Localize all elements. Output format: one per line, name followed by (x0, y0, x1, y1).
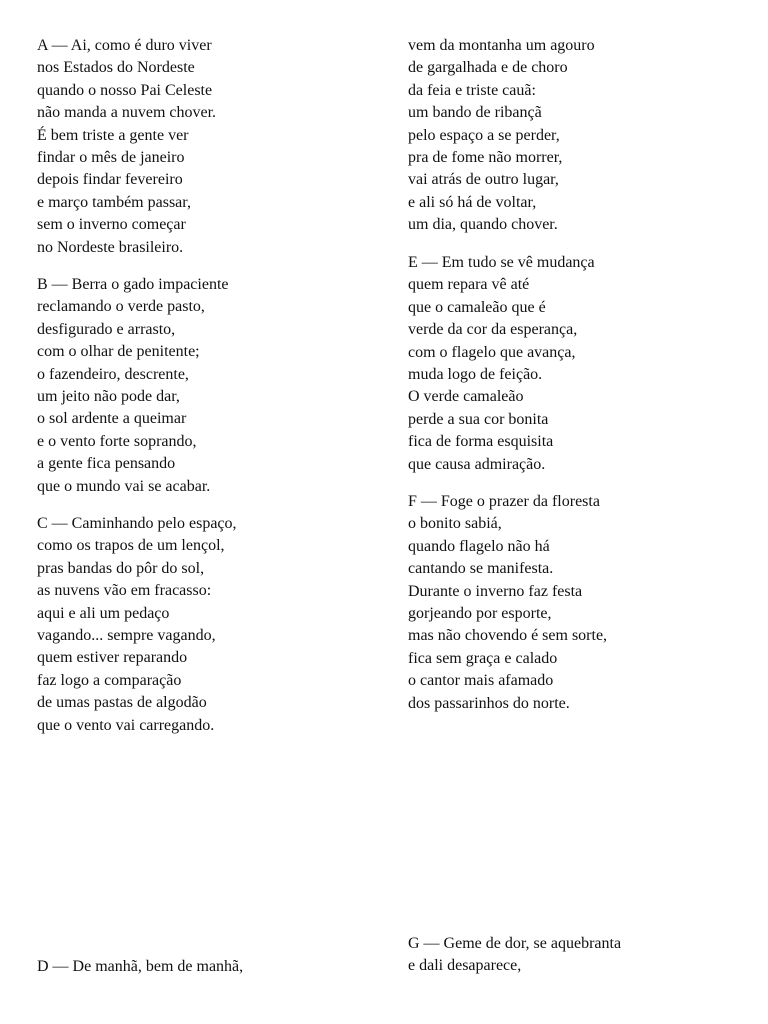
verse-line: vai atrás de outro lugar, (408, 171, 559, 189)
verse-line: perde a sua cor bonita (408, 410, 549, 428)
verse-line: sem o inverno começar (37, 216, 186, 234)
verse-line: F — Foge o prazer da floresta (408, 493, 600, 510)
verse-line: muda logo de feição. (408, 365, 543, 383)
verse-line: faz logo a comparação (37, 671, 182, 689)
verse-line: e ali só há de voltar, (408, 193, 537, 211)
verse-line: Durante o inverno faz festa (408, 582, 583, 600)
verse-line: não manda a nuvem chover. (37, 104, 217, 122)
verse-line: como os trapos de um lençol, (37, 537, 225, 555)
verse-line: a gente fica pensando (37, 455, 176, 473)
verse-line: É bem triste a gente ver (37, 126, 189, 144)
verse-line: que o mundo vai se acabar. (37, 477, 211, 495)
verse-line: A — Ai, como é duro viver (37, 37, 212, 54)
left-column (37, 0, 377, 1024)
verse-line: reclamando o verde pasto, (37, 298, 205, 316)
verse-line: o bonito sabiá, (408, 515, 502, 533)
verse-line: G — Geme de dor, se aquebranta (408, 935, 622, 952)
verse-line: e março também passar, (37, 193, 191, 211)
verse-line: e o vento forte soprando, (37, 432, 197, 450)
verse-line: de gargalhada e de choro (408, 59, 568, 77)
verse-line: mas não chovendo é sem sorte, (408, 627, 608, 645)
verse-line: e dali desaparece, (408, 957, 522, 975)
verse-line: o sol ardente a queimar (37, 410, 187, 428)
stanza-d (37, 956, 243, 978)
verse-line: que causa admiração. (408, 455, 546, 473)
verse-line: com o flagelo que avança, (408, 343, 576, 361)
stanza-d-continuation (408, 35, 595, 237)
verse-line: quem estiver reparando (37, 649, 188, 667)
verse-line: um dia, quando chover. (408, 216, 558, 234)
verse-line: um bando de ribançã (408, 104, 542, 122)
verse-line: C — Caminhando pelo espaço, (37, 515, 237, 532)
verse-line: da feia e triste cauã: (408, 81, 536, 99)
verse-line: vagando... sempre vagando, (37, 626, 216, 644)
verse-line: que o vento vai carregando. (37, 716, 215, 734)
verse-line: nos Estados do Nordeste (37, 59, 195, 77)
verse-line: gorjeando por esporte, (408, 604, 552, 622)
verse-line: B — Berra o gado impaciente (37, 276, 229, 293)
verse-line: pras bandas do pôr do sol, (37, 559, 205, 577)
verse-line: as nuvens vão em fracasso: (37, 582, 212, 600)
verse-line: fica de forma esquisita (408, 433, 554, 451)
stanza-f (408, 491, 607, 715)
verse-line: quando flagelo não há (408, 537, 550, 555)
verse-line: aqui e ali um pedaço (37, 604, 170, 622)
verse-line: um jeito não pode dar, (37, 387, 180, 405)
verse-line: quem repara vê até (408, 276, 530, 294)
stanza-e (408, 252, 595, 476)
verse-line: cantando se manifesta. (408, 560, 554, 578)
stanza-c (37, 513, 237, 737)
verse-line: findar o mês de janeiro (37, 148, 185, 166)
right-column (408, 0, 748, 1024)
stanza-b (37, 274, 229, 498)
verse-line: o fazendeiro, descrente, (37, 365, 189, 383)
verse-line: E — Em tudo se vê mudança (408, 254, 595, 271)
verse-line: no Nordeste brasileiro. (37, 238, 184, 256)
verse-line: de umas pastas de algodão (37, 694, 207, 712)
verse-line: O verde camaleão (408, 388, 524, 406)
verse-line: dos passarinhos do norte. (408, 694, 570, 712)
verse-line: desfigurado e arrasto, (37, 320, 176, 338)
verse-line: quando o nosso Pai Celeste (37, 81, 213, 99)
verse-line: D — De manhã, bem de manhã, (37, 958, 244, 975)
verse-line: fica sem graça e calado (408, 649, 558, 667)
verse-line: depois findar fevereiro (37, 171, 183, 189)
verse-line: pelo espaço a se perder, (408, 126, 560, 144)
verse-line: o cantor mais afamado (408, 672, 554, 690)
verse-line: que o camaleão que é (408, 298, 546, 316)
verse-line: pra de fome não morrer, (408, 148, 563, 166)
stanza-g (408, 933, 621, 978)
stanza-a (37, 35, 216, 259)
verse-line: vem da montanha um agouro (408, 37, 595, 54)
verse-line: verde da cor da esperança, (408, 321, 578, 339)
verse-line: com o olhar de penitente; (37, 343, 200, 361)
